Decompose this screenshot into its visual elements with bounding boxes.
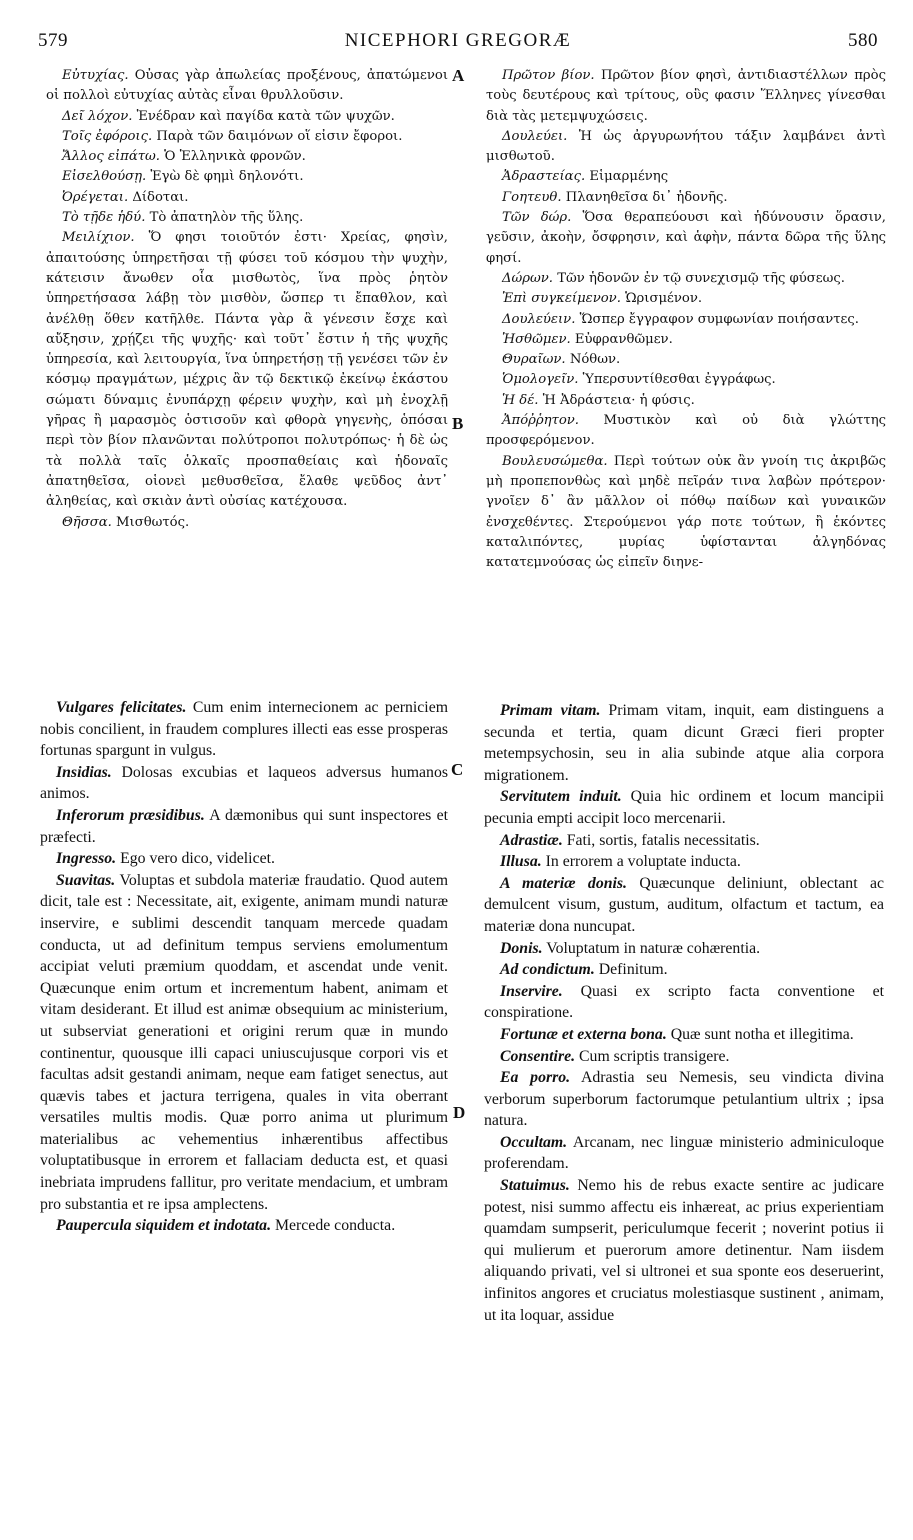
gloss-text: Ὡρισμένον.: [620, 291, 703, 307]
lemma: Θῆσσα.: [62, 514, 112, 530]
scholion-entry: [40, 762, 448, 805]
lemma: Paupercula siquidem et indotata.: [56, 1217, 272, 1235]
scholion-entry: [484, 981, 884, 1024]
scholion-entry: [486, 370, 886, 390]
scholion-entry: [486, 188, 886, 208]
gloss-text: Ὅσα θεραπεύουσι καὶ ἡδύνουσιν ὅρασιν, γεῦσιν, ἀκοὴν, ὄσφρησιν, καὶ ἁφὴν, πάντα δῶρα τῆς ὕλης φησί.: [486, 210, 886, 266]
lemma: Ingresso.: [56, 850, 117, 868]
gloss-text: Adrastia seu Nemesis, seu vindicta divina verborum superborum factorumque petulantium ultrix ; ipsa natura.: [484, 1069, 884, 1130]
lemma: Εὐτυχίας.: [62, 68, 129, 83]
lemma: Ἄλλος εἰπάτω.: [62, 149, 160, 165]
gloss-text: In errorem a voluptate inducta.: [541, 853, 741, 871]
page-header: [38, 30, 878, 60]
lemma: Τῶν δώρ.: [502, 210, 572, 226]
gloss-text: Definitum.: [594, 961, 668, 979]
gloss-text: Παρὰ τῶν δαιμόνων οἵ εἰσιν ἔφοροι.: [152, 128, 403, 144]
lemma: Ὀρέγεται.: [62, 189, 129, 205]
gloss-text: Nemo his de rebus exacte sentire ac judicare potest, nisi summo affectu eis inhæreat, ac prius experientiam quamdam sumpserit, periculumque fecerit ; noverint potius ii qui mulierum et puerorum amore detinentur. Nam iisdem aliquando privati, vel si ultronei et sua sponte eos deseruerint, infinitos angores et cruciatus molestiasque sustinent , animam, ut ita loquar, assidue: [484, 1177, 884, 1324]
scholion-entry: [484, 786, 884, 829]
scholion-entry: [484, 873, 884, 938]
gloss-text: Mercede conducta.: [271, 1217, 396, 1235]
lemma: Inferorum præsidibus.: [56, 806, 205, 824]
lemma: Δεῖ λόχον.: [62, 108, 133, 124]
scholion-entry: [40, 1215, 448, 1237]
lemma: Ad condictum.: [500, 961, 595, 979]
scholion-entry: [46, 127, 448, 147]
gloss-text: Πρῶτον βίον φησὶ, ἀντιδιαστέλλων πρὸς τοὺς δευτέρους καὶ τρίτους, οὓς φασιν Ἕλληνες γίνεσθαι διὰ τὰς μετεμψυχώσεις.: [486, 68, 886, 124]
lemma: Fortunæ et externa bona.: [500, 1025, 667, 1043]
lemma: Ἀδραστείας.: [502, 169, 586, 185]
lemma: Δουλεύει.: [502, 128, 568, 144]
gloss-text: Νόθων.: [565, 352, 621, 368]
gloss-text: Voluptatum in naturæ cohærentia.: [542, 939, 761, 957]
greek-scholia-left-column: [46, 66, 448, 533]
lemma: Γοητευθ.: [502, 189, 562, 205]
gloss-text: Ἡ ὡς ἀργυρωνήτου τάξιν λαμβάνει ἀντὶ μισθωτοῦ.: [486, 128, 886, 165]
lemma: Ἐπὶ συγκείμενον.: [502, 291, 621, 307]
gloss-text: Πλανηθεῖσα δι᾽ ἡδονῆς.: [561, 189, 728, 205]
scholion-entry: [486, 310, 886, 330]
gloss-text: Ὥσπερ ἔγγραφον συμφωνίαν ποιήσαντες.: [575, 311, 859, 327]
scholion-entry: [46, 208, 448, 228]
scholion-entry: [486, 127, 886, 168]
lemma: Πρῶτον βίον.: [502, 68, 595, 83]
gloss-text: Dolosas excubias et laqueos adversus humanos animos.: [40, 763, 448, 803]
scholion-entry: [484, 938, 884, 960]
scholion-entry: [46, 147, 448, 167]
gloss-text: Primam vitam, inquit, eam distinguens a secunda et tertia, quam dicunt Græci fieri propter metempsychosin, seu in alia subinde atque alia corpora migrationem.: [484, 702, 884, 784]
right-page-number: 580: [848, 30, 878, 51]
lemma: Donis.: [500, 939, 543, 957]
scholion-entry: [46, 66, 448, 107]
scholion-entry: [486, 167, 886, 187]
gloss-text: A dæmonibus qui sunt inspectores et præfecti.: [40, 806, 448, 846]
scholion-entry: [40, 870, 448, 1216]
gloss-text: Περὶ τούτων οὐκ ἂν γνοίη τις ἀκριβῶς μὴ προπεπονθὼς καὶ μηδὲ πεῖράν τινα λαβὼν πρότερον· γνοῖεν δ᾽ ἂν μᾶλλον οἱ πόθῳ παίδων καὶ γυναικῶν ἐνσχεθέντες. Στερούμενοι γάρ ποτε τούτων, ἢ ἑκόντες καταλιπόντες, μυρίας ὑφίστανται ἀλγηδόνας κατατεμνούσας ὡς εἰπεῖν διηνε-: [486, 453, 886, 571]
margin-letter-b: B: [452, 414, 464, 433]
lemma: Servitutem induit.: [500, 788, 622, 806]
scholion-entry: [486, 452, 886, 574]
lemma: Δώρων.: [502, 270, 553, 286]
scholion-entry: [46, 107, 448, 127]
gloss-text: Εἱμαρμένης: [585, 169, 669, 185]
scholion-entry: [484, 1024, 884, 1046]
scholion-entry: [46, 167, 448, 187]
gloss-text: Ego vero dico, videlicet.: [116, 850, 275, 868]
lemma: Θυραῖων.: [502, 352, 566, 368]
gloss-text: Cum enim internecionem ac perniciem nobis concilient, in fraudem complures illecti eas esse prosperas fortunas spargunt in vulgus.: [40, 699, 448, 760]
scholion-entry: [40, 805, 448, 848]
gloss-text: Τὸ ἀπατηλὸν τῆς ὕλης.: [145, 210, 304, 226]
lemma: Consentire.: [500, 1047, 576, 1065]
lemma: Μειλίχιον.: [62, 230, 135, 246]
gloss-text: Οὐσας γὰρ ἀπωλείας προξένους, ἀπατώμενοι οἱ πολλοὶ εὐτυχίας αὐτὰς εἶναι θρυλλοῦσιν.: [46, 68, 448, 104]
gloss-text: Ἡ Ἀδράστεια· ἡ φύσις.: [538, 392, 695, 408]
gloss-text: Ἐγὼ δὲ φημὶ δηλονότι.: [146, 169, 304, 185]
lemma: Vulgares felicitates.: [56, 699, 187, 716]
scholion-entry: [486, 411, 886, 452]
gloss-text: Ὁ Ἑλληνικὰ φρονῶν.: [159, 149, 306, 165]
gloss-text: Voluptas et subdola materiæ fraudatio. Quod autem dicit, tale est : Necessitate, ait, exigente, animam mundi naturæ inservire, e sublimi descendit tanquam mercede quadam conducta, ut ad definitum tempus serviens emolumentum accipiat veluti præmium quoddam, et ascendat unde venit. Quæcunque enim ortum et incrementum habent, animam et vitam desiderant. Et illud est animæ obsequium ac ministerium, ut subserviat generationi et origini rerum quæ in mundo continentur, quousque illi capaci uniuscujusque corpori vis et facultas adsit gestandi animam, neque eam fatiget senectus, aut quævis tabes et jactura terrigena, quales in vita oberrant versatiles multis modis. Quæ porro anima ut plurimum materialibus ac vehementius inhærentibus affectibus voluptatibusque in errorem et fallaciam deducta est, et quasi inebriata imprudens fallitur, pro veritate mendacium, et umbram pro substantia et re ipsa amplectens.: [40, 871, 448, 1213]
latin-translation-right-column: [484, 700, 884, 1326]
lemma: Illusa.: [500, 853, 542, 871]
lemma: Inservire.: [500, 982, 563, 1000]
lemma: Εἰσελθούσῃ.: [62, 169, 147, 185]
lemma: A materiæ donis.: [500, 874, 628, 892]
scholion-entry: [486, 66, 886, 127]
gloss-text: Quæ sunt notha et illegitima.: [666, 1025, 854, 1043]
gloss-text: Quasi ex scripto facta conventione et conspiratione.: [484, 982, 884, 1022]
gloss-text: Ὑπερσυντίθεσθαι ἐγγράφως.: [578, 372, 776, 388]
lemma: Ἡ δέ.: [502, 392, 539, 408]
scholion-entry: [46, 188, 448, 208]
scholion-entry: [40, 848, 448, 870]
scholion-entry: [484, 700, 884, 786]
gloss-text: Ἐνέδραν καὶ παγίδα κατὰ τῶν ψυχῶν.: [132, 108, 395, 124]
margin-letter-a: A: [452, 66, 465, 85]
lemma: Insidias.: [56, 763, 112, 781]
gloss-text: Τῶν ἡδονῶν ἐν τῷ συνεχισμῷ τῆς φύσεως.: [553, 270, 845, 286]
scholion-entry: [486, 350, 886, 370]
margin-letter-c: C: [451, 760, 464, 779]
scholion-entry: [484, 1175, 884, 1326]
scholion-entry: [46, 228, 448, 512]
lemma: Τοῖς ἐφόροις.: [62, 128, 153, 144]
scholion-entry: [484, 1046, 884, 1068]
scholion-entry: [486, 330, 886, 350]
scholion-entry: [486, 208, 886, 269]
lemma: Ea porro.: [500, 1069, 571, 1087]
latin-translation-left-column: [40, 697, 448, 1237]
gloss-text: Μισθωτός.: [111, 514, 190, 530]
lemma: Primam vitam.: [500, 702, 601, 719]
lemma: Βουλευσώμεθα.: [502, 453, 608, 469]
scholion-entry: [486, 391, 886, 411]
scholion-entry: [484, 851, 884, 873]
lemma: Δουλεύειν.: [502, 311, 576, 327]
gloss-text: Quæcunque deliniunt, oblectant ac demulcent visum, gustum, auditum, olfactum et tactum, ea materiæ dona nuncupat.: [484, 874, 884, 935]
lemma: Adrastiæ.: [500, 831, 563, 849]
scholion-entry: [484, 959, 884, 981]
gloss-text: Fati, sortis, fatalis necessitatis.: [562, 831, 760, 849]
gloss-text: Μυστικὸν καὶ οὐ διὰ γλώττης προσφερόμενον.: [486, 413, 886, 449]
greek-scholia-right-column: [486, 66, 886, 573]
gloss-text: Εὐφρανθῶμεν.: [570, 331, 673, 347]
lemma: Ὁμολογεῖν.: [502, 372, 579, 388]
scholion-entry: [486, 289, 886, 309]
scholion-entry: [484, 1132, 884, 1175]
gloss-text: Cum scriptis transigere.: [575, 1047, 730, 1065]
lemma: Ἀπόῤῥητον.: [502, 413, 579, 429]
margin-letter-d: D: [453, 1103, 466, 1122]
lemma: Ἠσθῶμεν.: [502, 331, 571, 347]
left-page-number: 579: [38, 30, 68, 51]
scholion-entry: [46, 513, 448, 533]
scholion-entry: [484, 830, 884, 852]
lemma: Suavitas.: [56, 871, 116, 889]
scholion-entry: [40, 697, 448, 762]
gloss-text: Arcanam, nec linguæ ministerio adminiculoque proferendam.: [484, 1133, 884, 1173]
gloss-text: Δίδοται.: [128, 189, 189, 205]
running-title: NICEPHORI GREGORÆ: [344, 30, 572, 51]
scholion-entry: [486, 269, 886, 289]
scholion-entry: [484, 1067, 884, 1132]
lemma: Statuimus.: [500, 1177, 570, 1195]
lemma: Occultam.: [500, 1133, 568, 1151]
lemma: Τὸ τῇδε ἡδύ.: [62, 210, 146, 226]
gloss-text: Quia hic ordinem et locum mancipii pecunia empti accipit loco mercenarii.: [484, 788, 884, 827]
gloss-text: Ὅ φησι τοιοῦτόν ἐστι· Χρείας, φησὶν, ἀπαιτούσης ὑπηρετῆσαι τῇ φύσει τοῦ κόσμου τὴν ψυχὴν, κάτεισιν ἄνωθεν οἷα μισθωτὸς, ἵνα πρὸς ῥητὸν ὑπηρετήσασα λάβῃ τὸν μισθὸν, ὥσπερ τι ἔπαθλον, καὶ ἀνέλθῃ ὅθεν κατῆλθε. Πάντα γὰρ ἃ γένεσιν ἔσχε καὶ αὔξησιν, χρῄζει τῆς ψυχῆς· καὶ τοῦτ᾽ ἔστιν ἡ τῆς ψυχῆς ὑπηρεσία, καὶ λειτουργία, ἵνα ὑπηρετήσῃ τῇ γενέσει τῶν ἐν κόσμῳ πραγμάτων, μέχρις ἂν τῷ δεκτικῷ ἐκείνῳ ἑκάστου σώματι δύναμις ἐνυπάρχῃ φέρειν ψυχὴν, καὶ μὴ ἐνοχλῇ γῆρας ἢ μαρασμὸς ὁστισοῦν καὶ φθορὰ γηγενὴς, ὁπόσαι περὶ τὸν βίον πλανῶνται πολύτροποι πολυτρόπως· ἡ δὲ ὡς τὰ πολλὰ ταῖς ὁλκαῖς προσπαθείαις καὶ ἡδοναῖς ἀπατηθεῖσα, οἱονεὶ μεθυσθεῖσα, ἔλαθε ψεῦδος ἀντ᾽ ἀληθείας, καὶ σκιὰν ἀντὶ οὐσίας κατέχουσα.: [46, 230, 448, 510]
